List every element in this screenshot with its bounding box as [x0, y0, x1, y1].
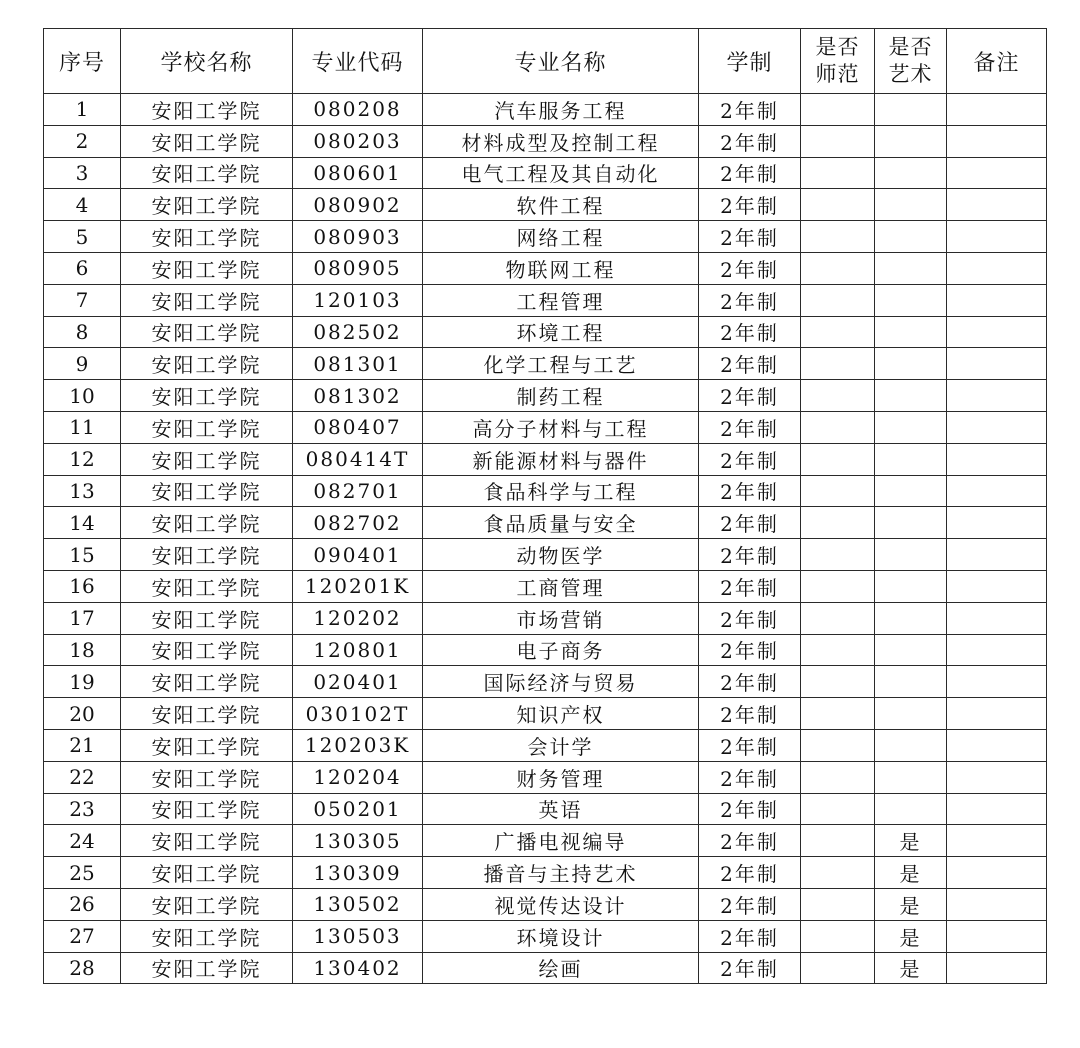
cell-code: 082702: [293, 507, 423, 539]
header-art-line1: 是否: [888, 35, 933, 59]
cell-major: 英语: [423, 793, 699, 825]
cell-code: 030102T: [293, 698, 423, 730]
cell-note: [947, 189, 1047, 221]
cell-normal: [801, 475, 875, 507]
cell-normal: [801, 952, 875, 984]
cell-code: 130502: [293, 888, 423, 920]
cell-normal: [801, 189, 875, 221]
cell-normal: [801, 125, 875, 157]
cell-duration: 2年制: [699, 507, 801, 539]
cell-normal: [801, 857, 875, 889]
cell-school: 安阳工学院: [121, 157, 293, 189]
cell-school: 安阳工学院: [121, 666, 293, 698]
cell-art: [875, 316, 947, 348]
cell-normal: [801, 507, 875, 539]
cell-art: [875, 443, 947, 475]
cell-major: 电子商务: [423, 634, 699, 666]
cell-duration: 2年制: [699, 857, 801, 889]
cell-major: 视觉传达设计: [423, 888, 699, 920]
cell-major: 材料成型及控制工程: [423, 125, 699, 157]
cell-note: [947, 825, 1047, 857]
cell-normal: [801, 94, 875, 126]
cell-normal: [801, 634, 875, 666]
cell-duration: 2年制: [699, 189, 801, 221]
cell-art: [875, 221, 947, 253]
cell-duration: 2年制: [699, 125, 801, 157]
cell-major: 电气工程及其自动化: [423, 157, 699, 189]
cell-school: 安阳工学院: [121, 221, 293, 253]
cell-duration: 2年制: [699, 602, 801, 634]
cell-duration: 2年制: [699, 316, 801, 348]
cell-note: [947, 125, 1047, 157]
cell-school: 安阳工学院: [121, 94, 293, 126]
cell-code: 120201K: [293, 570, 423, 602]
cell-major: 食品科学与工程: [423, 475, 699, 507]
cell-major: 汽车服务工程: [423, 94, 699, 126]
cell-art: [875, 507, 947, 539]
cell-duration: 2年制: [699, 952, 801, 984]
cell-normal: [801, 443, 875, 475]
table-row: [44, 284, 1047, 316]
cell-code: 080903: [293, 221, 423, 253]
cell-index: 20: [44, 698, 121, 730]
cell-art: [875, 348, 947, 380]
cell-code: 020401: [293, 666, 423, 698]
cell-index: 8: [44, 316, 121, 348]
cell-code: 050201: [293, 793, 423, 825]
cell-art: [875, 411, 947, 443]
cell-code: 081302: [293, 380, 423, 412]
cell-duration: 2年制: [699, 793, 801, 825]
cell-note: [947, 729, 1047, 761]
cell-school: 安阳工学院: [121, 252, 293, 284]
cell-index: 6: [44, 252, 121, 284]
table-row: [44, 221, 1047, 253]
header-normal-line2: 师范: [815, 62, 860, 86]
cell-duration: 2年制: [699, 539, 801, 571]
cell-school: 安阳工学院: [121, 316, 293, 348]
table-row: [44, 157, 1047, 189]
table-row: [44, 380, 1047, 412]
cell-duration: 2年制: [699, 666, 801, 698]
cell-duration: 2年制: [699, 380, 801, 412]
cell-index: 23: [44, 793, 121, 825]
table-row: [44, 252, 1047, 284]
cell-code: 120202: [293, 602, 423, 634]
cell-school: 安阳工学院: [121, 539, 293, 571]
cell-index: 11: [44, 411, 121, 443]
cell-index: 10: [44, 380, 121, 412]
cell-index: 22: [44, 761, 121, 793]
cell-duration: 2年制: [699, 570, 801, 602]
table-row: [44, 634, 1047, 666]
cell-major: 高分子材料与工程: [423, 411, 699, 443]
header-index: 序号: [44, 29, 121, 94]
cell-major: 市场营销: [423, 602, 699, 634]
cell-duration: 2年制: [699, 252, 801, 284]
cell-school: 安阳工学院: [121, 570, 293, 602]
cell-major: 化学工程与工艺: [423, 348, 699, 380]
table-row: [44, 761, 1047, 793]
cell-normal: [801, 539, 875, 571]
cell-major: 软件工程: [423, 189, 699, 221]
cell-note: [947, 920, 1047, 952]
table-row: [44, 539, 1047, 571]
cell-duration: 2年制: [699, 729, 801, 761]
cell-code: 080203: [293, 125, 423, 157]
cell-code: 120103: [293, 284, 423, 316]
cell-code: 120203K: [293, 729, 423, 761]
table-header: [44, 29, 1047, 94]
cell-major: 新能源材料与器件: [423, 443, 699, 475]
cell-school: 安阳工学院: [121, 602, 293, 634]
cell-index: 18: [44, 634, 121, 666]
cell-duration: 2年制: [699, 411, 801, 443]
cell-code: 080208: [293, 94, 423, 126]
cell-code: 082502: [293, 316, 423, 348]
cell-code: 130305: [293, 825, 423, 857]
cell-index: 1: [44, 94, 121, 126]
table-row: [44, 793, 1047, 825]
table-row: [44, 602, 1047, 634]
table-row: [44, 825, 1047, 857]
table-row: [44, 125, 1047, 157]
cell-code: 120801: [293, 634, 423, 666]
cell-art: [875, 125, 947, 157]
cell-code: 130309: [293, 857, 423, 889]
cell-note: [947, 94, 1047, 126]
cell-school: 安阳工学院: [121, 443, 293, 475]
cell-note: [947, 570, 1047, 602]
cell-major: 会计学: [423, 729, 699, 761]
cell-art: 是: [875, 888, 947, 920]
cell-normal: [801, 793, 875, 825]
cell-code: 081301: [293, 348, 423, 380]
cell-code: 080905: [293, 252, 423, 284]
cell-school: 安阳工学院: [121, 761, 293, 793]
cell-school: 安阳工学院: [121, 825, 293, 857]
cell-art: [875, 761, 947, 793]
cell-school: 安阳工学院: [121, 380, 293, 412]
cell-art: [875, 666, 947, 698]
cell-note: [947, 443, 1047, 475]
table-row: [44, 348, 1047, 380]
cell-index: 26: [44, 888, 121, 920]
cell-major: 播音与主持艺术: [423, 857, 699, 889]
cell-duration: 2年制: [699, 221, 801, 253]
cell-note: [947, 157, 1047, 189]
table-row: [44, 920, 1047, 952]
cell-duration: 2年制: [699, 888, 801, 920]
cell-art: [875, 539, 947, 571]
cell-index: 28: [44, 952, 121, 984]
cell-normal: [801, 602, 875, 634]
cell-art: [875, 729, 947, 761]
cell-note: [947, 952, 1047, 984]
cell-major: 工程管理: [423, 284, 699, 316]
cell-code: 130402: [293, 952, 423, 984]
cell-index: 9: [44, 348, 121, 380]
majors-table: [43, 28, 1047, 984]
cell-art: 是: [875, 825, 947, 857]
cell-art: [875, 252, 947, 284]
table-row: [44, 888, 1047, 920]
table-row: [44, 475, 1047, 507]
cell-note: [947, 348, 1047, 380]
cell-art: [875, 602, 947, 634]
cell-major: 工商管理: [423, 570, 699, 602]
cell-normal: [801, 666, 875, 698]
cell-art: [875, 94, 947, 126]
cell-major: 网络工程: [423, 221, 699, 253]
cell-school: 安阳工学院: [121, 411, 293, 443]
cell-normal: [801, 252, 875, 284]
cell-school: 安阳工学院: [121, 125, 293, 157]
cell-normal: [801, 316, 875, 348]
cell-normal: [801, 221, 875, 253]
cell-normal: [801, 348, 875, 380]
cell-duration: 2年制: [699, 920, 801, 952]
cell-normal: [801, 698, 875, 730]
cell-note: [947, 475, 1047, 507]
cell-school: 安阳工学院: [121, 793, 293, 825]
cell-duration: 2年制: [699, 698, 801, 730]
cell-index: 21: [44, 729, 121, 761]
table-row: [44, 698, 1047, 730]
cell-major: 知识产权: [423, 698, 699, 730]
cell-school: 安阳工学院: [121, 348, 293, 380]
cell-note: [947, 252, 1047, 284]
cell-major: 财务管理: [423, 761, 699, 793]
header-school: 学校名称: [121, 29, 293, 94]
cell-major: 广播电视编导: [423, 825, 699, 857]
cell-index: 7: [44, 284, 121, 316]
cell-school: 安阳工学院: [121, 634, 293, 666]
table-row: [44, 857, 1047, 889]
cell-art: [875, 570, 947, 602]
cell-normal: [801, 825, 875, 857]
header-row: [44, 29, 1047, 94]
table-body: [44, 94, 1047, 984]
cell-code: 130503: [293, 920, 423, 952]
cell-index: 3: [44, 157, 121, 189]
cell-code: 120204: [293, 761, 423, 793]
cell-note: [947, 411, 1047, 443]
cell-note: [947, 666, 1047, 698]
cell-code: 080601: [293, 157, 423, 189]
cell-major: 制药工程: [423, 380, 699, 412]
majors-table-container: [43, 28, 1047, 984]
table-row: [44, 952, 1047, 984]
cell-note: [947, 316, 1047, 348]
cell-major: 物联网工程: [423, 252, 699, 284]
table-row: [44, 666, 1047, 698]
cell-code: 080407: [293, 411, 423, 443]
cell-major: 环境设计: [423, 920, 699, 952]
table-row: [44, 729, 1047, 761]
table-row: [44, 507, 1047, 539]
cell-major: 绘画: [423, 952, 699, 984]
header-normal: [801, 29, 875, 94]
cell-school: 安阳工学院: [121, 888, 293, 920]
header-art-line2: 艺术: [888, 62, 933, 86]
table-row: [44, 411, 1047, 443]
cell-duration: 2年制: [699, 284, 801, 316]
table-row: [44, 94, 1047, 126]
cell-school: 安阳工学院: [121, 920, 293, 952]
cell-duration: 2年制: [699, 825, 801, 857]
cell-normal: [801, 729, 875, 761]
cell-school: 安阳工学院: [121, 507, 293, 539]
cell-index: 24: [44, 825, 121, 857]
cell-index: 12: [44, 443, 121, 475]
cell-normal: [801, 570, 875, 602]
cell-code: 080902: [293, 189, 423, 221]
cell-school: 安阳工学院: [121, 475, 293, 507]
cell-major: 动物医学: [423, 539, 699, 571]
cell-index: 14: [44, 507, 121, 539]
cell-index: 15: [44, 539, 121, 571]
cell-note: [947, 888, 1047, 920]
cell-index: 4: [44, 189, 121, 221]
cell-normal: [801, 157, 875, 189]
cell-normal: [801, 920, 875, 952]
cell-art: 是: [875, 920, 947, 952]
cell-index: 17: [44, 602, 121, 634]
cell-school: 安阳工学院: [121, 698, 293, 730]
cell-normal: [801, 888, 875, 920]
cell-note: [947, 793, 1047, 825]
cell-index: 2: [44, 125, 121, 157]
cell-art: 是: [875, 857, 947, 889]
cell-normal: [801, 284, 875, 316]
cell-school: 安阳工学院: [121, 189, 293, 221]
cell-index: 19: [44, 666, 121, 698]
table-row: [44, 570, 1047, 602]
cell-art: [875, 189, 947, 221]
table-row: [44, 443, 1047, 475]
header-normal-line1: 是否: [815, 35, 860, 59]
cell-art: [875, 634, 947, 666]
cell-duration: 2年制: [699, 634, 801, 666]
cell-duration: 2年制: [699, 348, 801, 380]
cell-note: [947, 602, 1047, 634]
cell-code: 090401: [293, 539, 423, 571]
cell-major: 环境工程: [423, 316, 699, 348]
cell-duration: 2年制: [699, 94, 801, 126]
cell-note: [947, 857, 1047, 889]
header-duration: 学制: [699, 29, 801, 94]
cell-art: [875, 793, 947, 825]
cell-note: [947, 634, 1047, 666]
cell-duration: 2年制: [699, 475, 801, 507]
cell-major: 食品质量与安全: [423, 507, 699, 539]
cell-note: [947, 284, 1047, 316]
cell-major: 国际经济与贸易: [423, 666, 699, 698]
cell-note: [947, 761, 1047, 793]
cell-duration: 2年制: [699, 443, 801, 475]
cell-note: [947, 380, 1047, 412]
cell-art: [875, 157, 947, 189]
cell-index: 25: [44, 857, 121, 889]
cell-school: 安阳工学院: [121, 284, 293, 316]
header-major: 专业名称: [423, 29, 699, 94]
cell-art: [875, 698, 947, 730]
header-code: 专业代码: [293, 29, 423, 94]
cell-duration: 2年制: [699, 761, 801, 793]
table-row: [44, 316, 1047, 348]
cell-duration: 2年制: [699, 157, 801, 189]
header-art: [875, 29, 947, 94]
cell-school: 安阳工学院: [121, 857, 293, 889]
cell-school: 安阳工学院: [121, 729, 293, 761]
cell-normal: [801, 761, 875, 793]
cell-index: 5: [44, 221, 121, 253]
cell-note: [947, 221, 1047, 253]
cell-index: 13: [44, 475, 121, 507]
cell-note: [947, 507, 1047, 539]
table-row: [44, 189, 1047, 221]
cell-index: 27: [44, 920, 121, 952]
cell-note: [947, 698, 1047, 730]
cell-art: 是: [875, 952, 947, 984]
cell-art: [875, 475, 947, 507]
cell-normal: [801, 380, 875, 412]
cell-art: [875, 380, 947, 412]
cell-art: [875, 284, 947, 316]
header-note: 备注: [947, 29, 1047, 94]
cell-normal: [801, 411, 875, 443]
cell-index: 16: [44, 570, 121, 602]
cell-note: [947, 539, 1047, 571]
cell-code: 082701: [293, 475, 423, 507]
cell-code: 080414T: [293, 443, 423, 475]
cell-school: 安阳工学院: [121, 952, 293, 984]
